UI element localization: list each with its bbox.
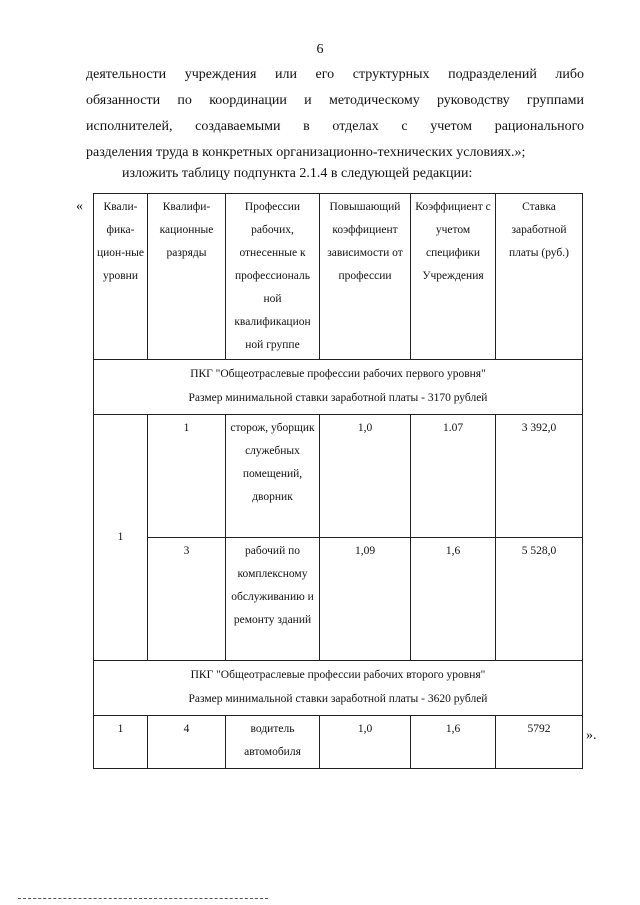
header-cell-profession: Професcии рабочих, отнесенные к профессиональ ной квалификацион ной группе: [226, 194, 320, 360]
paragraph-line: разделения труда в конкретных организационно-технических условиях.»;: [86, 145, 526, 160]
profession-cell: водитель автомобиля: [226, 716, 320, 769]
paragraph-line: обязанности по координации и методическому руководству группами: [86, 93, 584, 108]
grade-cell: 4: [148, 716, 226, 769]
closing-quote: ».: [586, 728, 597, 743]
coef-cell: 1,0: [320, 716, 411, 769]
header-cell-level: Квали-фика-цион-ные уровни: [94, 194, 148, 360]
grade-cell: 1: [148, 415, 226, 538]
coef-cell: 1,09: [320, 538, 411, 661]
profession-cell: сторож, уборщик служебных помещений, дворник: [226, 415, 320, 538]
level-cell: 1: [94, 415, 148, 661]
table-header-row: [94, 194, 583, 360]
opening-quote: «: [76, 199, 83, 214]
header-cell-grade: Квалифи-кационные разряды: [148, 194, 226, 360]
table-row: [94, 415, 583, 538]
coef-inst-cell: 1,6: [411, 538, 496, 661]
group-heading-row: [94, 360, 583, 415]
header-cell-rate: Ставка заработной платы (руб.): [496, 194, 583, 360]
page-number: 6: [316, 42, 324, 57]
paragraph-line: деятельности учреждения или его структурных подразделений либо: [86, 67, 584, 82]
table-row: [94, 538, 583, 661]
intro-text: изложить таблицу подпункта 2.1.4 в следующей редакции:: [122, 166, 473, 181]
salary-table: [93, 193, 583, 769]
group-subtitle: Размер минимальной ставки заработной платы - 3170 рублей: [188, 392, 488, 404]
group-subtitle: Размер минимальной ставки заработной платы - 3620 рублей: [188, 693, 488, 705]
grade-cell: 3: [148, 538, 226, 661]
level-cell: 1: [94, 716, 148, 769]
coef-cell: 1,0: [320, 415, 411, 538]
table-row: [94, 716, 583, 769]
group-title: ПКГ "Общеотраслевые профессии рабочих первого уровня": [190, 368, 486, 380]
coef-inst-cell: 1.07: [411, 415, 496, 538]
group-heading-row: [94, 661, 583, 716]
rate-cell: 5 528,0: [496, 538, 583, 661]
body-paragraph: [86, 62, 584, 166]
coef-inst-cell: 1,6: [411, 716, 496, 769]
rate-cell: 5792: [496, 716, 583, 769]
header-cell-coef: Повышающий коэффициент зависимости от профессии: [320, 194, 411, 360]
header-cell-coef-inst: Коэффициент с учетом специфики Учреждения: [411, 194, 496, 360]
profession-cell: рабочий по комплексному обслуживанию и ремонту зданий: [226, 538, 320, 661]
group-heading-cell: [94, 360, 583, 415]
group-heading-cell: [94, 661, 583, 716]
group-title: ПКГ "Общеотраслевые профессии рабочих второго уровня": [190, 669, 486, 681]
rate-cell: 3 392,0: [496, 415, 583, 538]
scan-edge-line: [18, 898, 268, 899]
paragraph-line: исполнителей, создаваемыми в отделах с учетом рационального: [86, 119, 584, 134]
